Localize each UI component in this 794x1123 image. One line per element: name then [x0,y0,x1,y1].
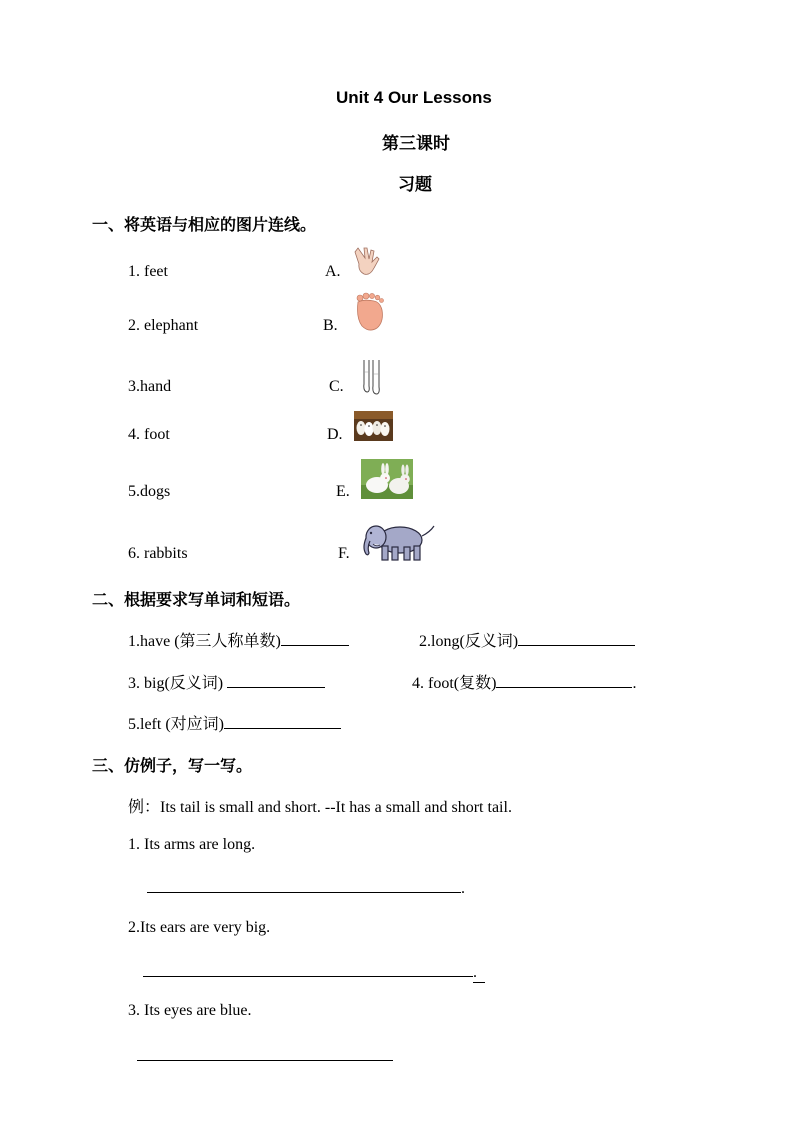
word-item: 2. elephant [128,317,199,334]
exercise-subtitle: 习题 [398,175,432,195]
foot-icon [352,292,386,334]
answer-line[interactable] [137,1046,393,1066]
answer-line[interactable]: . [143,962,485,983]
picture-letter: E. [336,483,350,500]
answer-blank[interactable] [518,631,635,646]
word-item: 6. rabbits [128,545,188,562]
answer-blank[interactable] [496,673,632,688]
fill-item: 1.have (第三人称单数) [128,628,349,651]
elephant-icon [362,520,438,564]
prompt-sentence: 1. Its arms are long. [128,836,256,853]
answer-blank[interactable] [224,714,341,729]
page-title: Unit 4 Our Lessons [336,88,492,107]
fill-item: 2.long(反义词) [419,628,635,651]
feet-icon [358,358,384,398]
word-item: 5.dogs [128,483,171,500]
answer-blank[interactable] [281,631,349,646]
picture-letter: B. [323,317,338,334]
section3-heading: 三、仿例子，写一写。 [92,756,253,775]
hand-icon [352,244,384,278]
example-sentence: 例：Its tail is small and short. --It has a small and short tail. [128,799,512,816]
section2-heading: 二、根据要求写单词和短语。 [92,590,301,609]
prompt-sentence: 2.Its ears are very big. [128,919,271,936]
picture-letter: F. [338,545,350,562]
fill-item: 3. big(反义词) [128,670,325,693]
dogs-icon [354,411,393,441]
word-item: 1. feet [128,263,168,280]
section1-heading: 一、将英语与相应的图片连线。 [92,215,317,234]
word-item: 4. foot [128,426,170,443]
picture-letter: A. [325,263,341,280]
lesson-subtitle: 第三课时 [382,134,450,154]
answer-blank[interactable] [227,673,325,688]
fill-item: 5.left (对应词) [128,711,341,734]
prompt-sentence: 3. Its eyes are blue. [128,1002,252,1019]
rabbits-icon [361,459,413,499]
word-item: 3.hand [128,378,172,395]
picture-letter: C. [329,378,344,395]
picture-letter: D. [327,426,343,443]
fill-item: 4. foot(复数) . [412,675,637,692]
answer-line[interactable]: . [147,878,465,898]
